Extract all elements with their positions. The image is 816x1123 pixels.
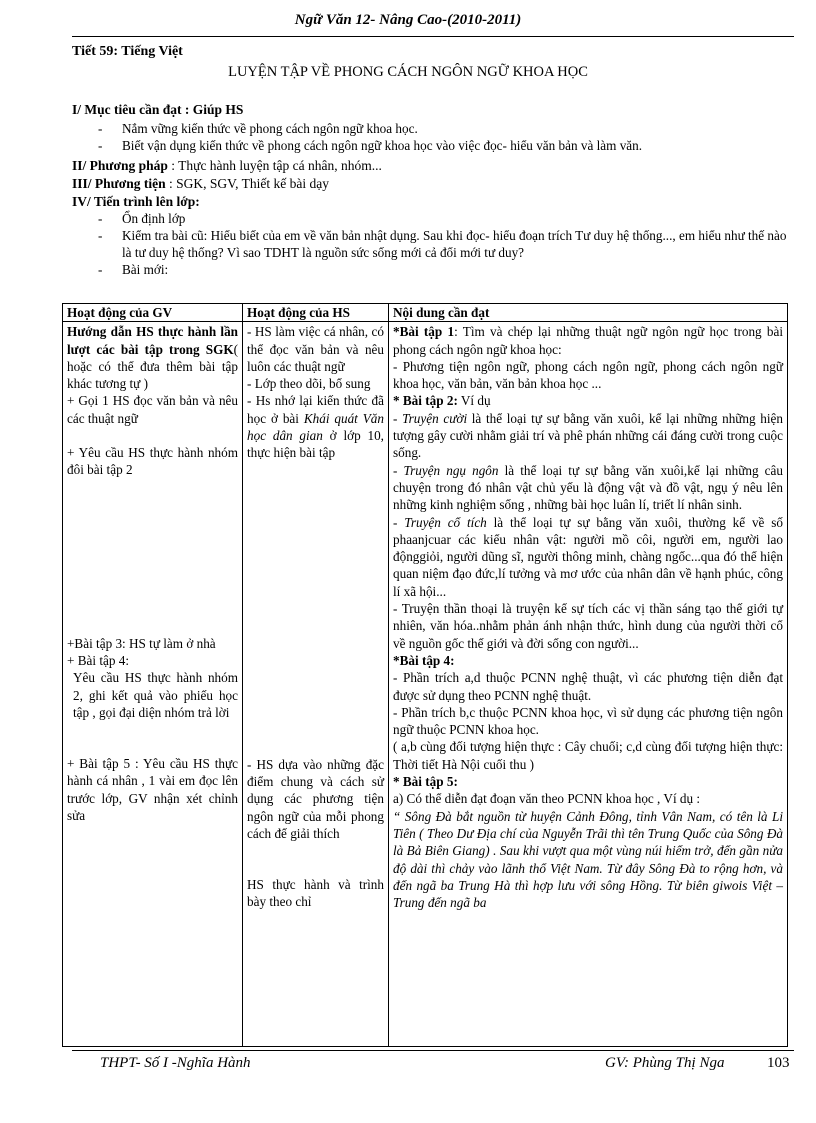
hs-step-5: HS thực hành và trình bày theo chỉ bbox=[247, 877, 384, 910]
section-4-heading: IV/ Tiến trình lên lớp: bbox=[72, 194, 200, 209]
gv-intro: Hướng dẫn HS thực hành lần lượt các bài tập trong SGK( hoặc có thể đưa thêm bài tập khác tương tự ) bbox=[67, 324, 238, 392]
bt4-a: - Phần trích a,d thuộc PCNN nghệ thuật, vì các phương tiện diễn đạt được sử dụng theo PCNN nghệ thuật. bbox=[393, 670, 783, 703]
list-item: - Bài mới: bbox=[72, 261, 792, 278]
bt1-item: - Phương tiện ngôn ngữ, phong cách ngôn ngữ, phong cách ngôn ngữ khoa học, văn bản, văn bản khoa học ... bbox=[393, 358, 783, 392]
header-nd: Nội dung cần đạt bbox=[389, 304, 788, 322]
footer-teacher: GV: Phùng Thị Nga bbox=[605, 1055, 725, 1071]
bt2: * Bài tập 2: Ví dụ bbox=[393, 393, 491, 409]
list-item: - Nắm vững kiến thức về phong cách ngôn ngữ khoa học. bbox=[72, 120, 792, 137]
bt2-truyen-cuoi: - Truyện cười là thể loại tự sự bằng văn xuôi, kể lại những những hiện tượng gây cười nhằm giải trí và phê phán những cái đáng cười trong cuộc sống. bbox=[393, 410, 783, 461]
bt5-a: a) Có thể diễn đạt đoạn văn theo PCNN khoa học , Ví dụ : bbox=[393, 791, 701, 807]
bt4-b: - Phần trích b,c thuộc PCNN khoa học, vì sử dụng các phương tiện ngôn ngữ thuộc PCNN khoa học. bbox=[393, 704, 783, 738]
bt4-heading: *Bài tập 4: bbox=[393, 652, 455, 668]
bt2-truyen-co-tich: - Truyện cổ tích là thể loại tự sự bằng văn xuôi, thường kể về số phaanjcuar các kiểu nhân vật: người mồ côi, người em, người lao độnggiỏi, người dũng sĩ, người thông minh, chàng ngốc...qua đó thể hiện quan niệm đạo đức,lí tưởng và mơ ước của nhân dân về hạnh phúc, công lí xã hội... bbox=[393, 514, 783, 599]
content-column bbox=[389, 322, 788, 1047]
section-1-list bbox=[72, 120, 792, 154]
hs-step-2: - Lớp theo dõi, bổ sung bbox=[247, 376, 371, 392]
section-2-heading: II/ Phương pháp bbox=[72, 158, 168, 173]
section-2-text: : Thực hành luyện tập cá nhân, nhóm... bbox=[167, 158, 382, 173]
section-4-list bbox=[72, 210, 792, 278]
section-3 bbox=[72, 175, 329, 192]
lesson-table bbox=[62, 303, 788, 1047]
section-3-text: : SGK, SGV, Thiết kế bài dạy bbox=[165, 176, 329, 191]
lesson-label: Tiết 59: Tiếng Việt bbox=[72, 44, 183, 59]
header-gv: Hoạt động của GV bbox=[63, 304, 243, 322]
hs-step-1: - HS làm việc cá nhân, có thể đọc văn bản và nêu luôn các thuật ngữ bbox=[247, 324, 384, 374]
gv-step-2: + Yêu cầu HS thực hành nhóm đôi bài tập 2 bbox=[67, 445, 238, 478]
table-header-row bbox=[63, 304, 788, 322]
hs-step-3: - Hs nhớ lại kiến thức đã học ở bài Khái quát Văn học dân gian ở lớp 10, thực hiện bài tập bbox=[247, 393, 384, 461]
gv-step-4: Yêu cầu HS thực hành nhóm 2, ghi kết quả vào phiếu học tập , gọi đại diện nhóm trả lời bbox=[73, 670, 238, 720]
bt2-truyen-ngu-ngon: - Truyện ngụ ngôn là thể loại tự sự bằng văn xuôi,kể lại những câu chuyện trong đó nhân vật chủ yếu là động vật và đồ vật, ngụ ý nêu lên những kinh nghiệm sống , những bài học luân lí, triết lí nhân sinh. bbox=[393, 462, 783, 513]
header-hs: Hoạt động của HS bbox=[243, 304, 389, 322]
bt2-truyen-than-thoai: - Truyện thần thoại là truyện kể sự tích các vị thần sáng tạo thế giới tự nhiên, văn hóa..nhằm phản ánh nhận thức, hình dung của người thời cổ về nguồn gốc thế giới và đời sống con người... bbox=[393, 601, 783, 651]
list-item: - Biết vận dụng kiến thức về phong cách ngôn ngữ khoa học vào việc đọc- hiểu văn bản và làm văn. bbox=[72, 137, 792, 154]
bt5-heading: * Bài tập 5: bbox=[393, 774, 458, 790]
table-row bbox=[63, 322, 788, 1047]
gv-step-1: + Gọi 1 HS đọc văn bản và nêu các thuật ngữ bbox=[67, 393, 238, 426]
bt5-quote: “ Sông Đà bắt nguồn từ huyện Cảnh Đông, tỉnh Vân Nam, có tên là Li Tiên ( Theo Dư Địa chí của Nguyễn Trãi thì tên Trung Quốc của Sông Đà là Bả Biên Giang) . Sau khi vượt qua một vùng núi hiểm trở, đến gần nửa độ dài thì chảy vào lãnh thổ Việt Nam. Từ đây Sông Đà to rộng hơn, và đến ngã ba Trung Hà thì hợp lưu với sông Hồng. Từ biên giwois Việt – Trung đến ngã ba bbox=[393, 808, 783, 911]
gv-step-4-title: + Bài tập 4: bbox=[67, 652, 130, 668]
list-item: - Ổn định lớp bbox=[72, 210, 792, 227]
hs-step-4: - HS dựa vào những đặc điểm chung và cách sử dụng các phương tiện ngôn ngữ của mỗi phong cách để giải thích bbox=[247, 756, 384, 841]
footer-rule bbox=[72, 1050, 794, 1051]
gv-column bbox=[63, 322, 243, 1047]
hs-column bbox=[243, 322, 389, 1047]
list-item: - Kiểm tra bài cũ: Hiểu biết của em về văn bản nhật dụng. Sau khi đọc- hiểu đoạn trích Tư duy hệ thống..., em hiểu như thế nào là tư duy hệ thống? Vì sao TDHT là nguồn sức sống mới cả đổi mới tư duy? bbox=[72, 227, 792, 261]
section-1-heading: I/ Mục tiêu cần đạt : Giúp HS bbox=[72, 102, 244, 117]
lesson-title: LUYỆN TẬP VỀ PHONG CÁCH NGÔN NGỮ KHOA HỌC bbox=[228, 64, 588, 80]
gv-step-5: + Bài tập 5 : Yêu cầu HS thực hành cá nhân , 1 vài em đọc lên trước lớp, GV nhận xét chỉnh sửa bbox=[67, 756, 238, 824]
section-2 bbox=[72, 157, 382, 174]
header-rule bbox=[72, 36, 794, 37]
bt4-c: ( a,b cùng đối tượng hiện thực : Cây chuối; c,d cùng đối tượng hiện thực: Thời tiết Hà Nội cuối thu ) bbox=[393, 739, 783, 772]
footer-school: THPT- Số I -Nghĩa Hành bbox=[100, 1055, 251, 1071]
running-header: Ngữ Văn 12- Nâng Cao-(2010-2011) bbox=[294, 12, 522, 28]
section-3-heading: III/ Phương tiện bbox=[72, 176, 166, 191]
page-number: 103 bbox=[767, 1055, 790, 1071]
gv-step-3: +Bài tập 3: HS tự làm ở nhà bbox=[67, 635, 216, 651]
bt1: *Bài tập 1: Tìm và chép lại những thuật ngữ ngôn ngữ học trong bài phong cách ngôn ngữ khoa học: bbox=[393, 324, 783, 357]
